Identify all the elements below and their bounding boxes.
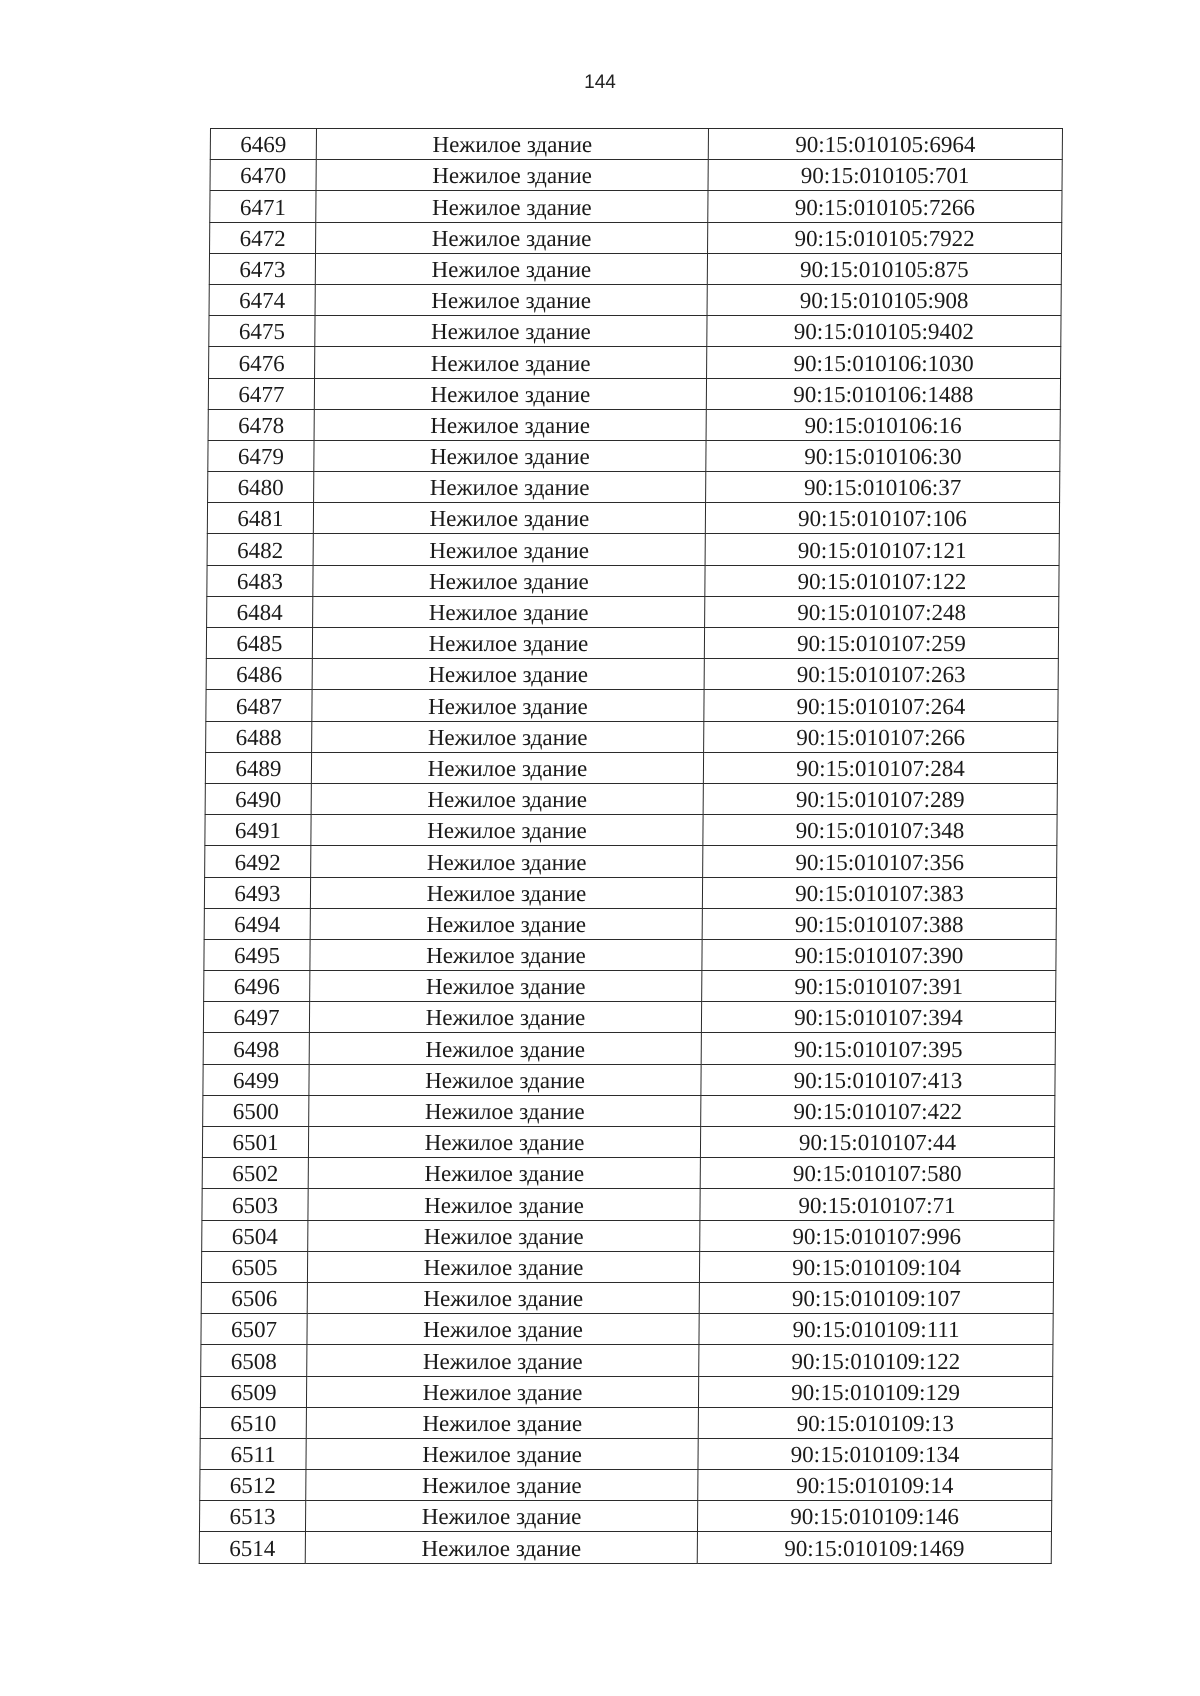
object-type-cell: Нежилое здание bbox=[313, 596, 705, 627]
cadastral-number-cell: 90:15:010106:1030 bbox=[707, 347, 1061, 378]
object-type-cell: Нежилое здание bbox=[307, 1314, 699, 1345]
object-type-cell: Нежилое здание bbox=[307, 1345, 699, 1376]
object-type-cell: Нежилое здание bbox=[312, 659, 704, 690]
table-row bbox=[201, 1314, 1053, 1345]
row-number-cell: 6502 bbox=[202, 1158, 308, 1189]
object-type-cell: Нежилое здание bbox=[306, 1470, 698, 1501]
row-number-cell: 6486 bbox=[206, 659, 312, 690]
cadastral-number-cell: 90:15:010107:391 bbox=[702, 971, 1056, 1002]
table-row bbox=[203, 1064, 1055, 1095]
table-row bbox=[206, 628, 1058, 659]
cadastral-number-cell: 90:15:010109:134 bbox=[698, 1438, 1052, 1469]
cadastral-number-cell: 90:15:010107:264 bbox=[704, 690, 1058, 721]
table-row bbox=[206, 659, 1058, 690]
table-row bbox=[204, 971, 1056, 1002]
object-type-cell: Нежилое здание bbox=[316, 160, 708, 191]
table-row bbox=[202, 1127, 1054, 1158]
object-type-cell: Нежилое здание bbox=[309, 1002, 701, 1033]
object-type-cell: Нежилое здание bbox=[315, 316, 707, 347]
table-row bbox=[200, 1470, 1052, 1501]
cadastral-number-cell: 90:15:010105:7266 bbox=[708, 191, 1062, 222]
cadastral-number-cell: 90:15:010107:44 bbox=[700, 1127, 1054, 1158]
row-number-cell: 6505 bbox=[201, 1251, 307, 1282]
object-type-cell: Нежилое здание bbox=[311, 752, 703, 783]
object-type-cell: Нежилое здание bbox=[311, 815, 703, 846]
table-row bbox=[203, 1033, 1055, 1064]
row-number-cell: 6504 bbox=[202, 1220, 308, 1251]
cadastral-number-cell: 90:15:010109:146 bbox=[697, 1501, 1051, 1532]
cadastral-number-cell: 90:15:010107:383 bbox=[702, 877, 1056, 908]
row-number-cell: 6501 bbox=[202, 1127, 308, 1158]
cadastral-number-cell: 90:15:010105:6964 bbox=[708, 129, 1062, 160]
cadastral-number-cell: 90:15:010105:9402 bbox=[707, 316, 1061, 347]
object-type-cell: Нежилое здание bbox=[310, 939, 702, 970]
cadastral-number-cell: 90:15:010107:356 bbox=[703, 846, 1057, 877]
cadastral-number-cell: 90:15:010106:30 bbox=[706, 440, 1060, 471]
table-row bbox=[205, 815, 1057, 846]
row-number-cell: 6512 bbox=[200, 1470, 306, 1501]
cadastral-number-cell: 90:15:010105:908 bbox=[707, 284, 1061, 315]
object-type-cell: Нежилое здание bbox=[316, 129, 708, 160]
row-number-cell: 6499 bbox=[203, 1064, 309, 1095]
object-type-cell: Нежилое здание bbox=[312, 628, 704, 659]
object-type-cell: Нежилое здание bbox=[308, 1127, 700, 1158]
table-row bbox=[202, 1220, 1054, 1251]
cadastral-number-cell: 90:15:010109:111 bbox=[699, 1314, 1053, 1345]
object-type-cell: Нежилое здание bbox=[306, 1376, 698, 1407]
row-number-cell: 6507 bbox=[201, 1314, 307, 1345]
row-number-cell: 6481 bbox=[207, 503, 313, 534]
cadastral-number-cell: 90:15:010109:13 bbox=[698, 1407, 1052, 1438]
table-row bbox=[210, 222, 1062, 253]
page-number: 144 bbox=[584, 72, 616, 93]
object-type-cell: Нежилое здание bbox=[305, 1501, 697, 1532]
row-number-cell: 6471 bbox=[210, 191, 316, 222]
row-number-cell: 6514 bbox=[199, 1532, 305, 1563]
object-type-cell: Нежилое здание bbox=[307, 1251, 699, 1282]
row-number-cell: 6483 bbox=[207, 565, 313, 596]
row-number-cell: 6472 bbox=[210, 222, 316, 253]
object-type-cell: Нежилое здание bbox=[316, 222, 708, 253]
table-row bbox=[203, 1095, 1055, 1126]
object-type-cell: Нежилое здание bbox=[314, 409, 706, 440]
cadastral-number-cell: 90:15:010107:388 bbox=[702, 908, 1056, 939]
table-row bbox=[208, 472, 1060, 503]
table-row bbox=[204, 939, 1056, 970]
row-number-cell: 6496 bbox=[204, 971, 310, 1002]
table-row bbox=[209, 284, 1061, 315]
row-number-cell: 6503 bbox=[202, 1189, 308, 1220]
cadastral-number-cell: 90:15:010107:580 bbox=[700, 1158, 1054, 1189]
row-number-cell: 6482 bbox=[207, 534, 313, 565]
cadastral-number-cell: 90:15:010109:1469 bbox=[697, 1532, 1051, 1563]
row-number-cell: 6485 bbox=[206, 628, 312, 659]
table-row bbox=[200, 1407, 1052, 1438]
row-number-cell: 6510 bbox=[200, 1407, 306, 1438]
row-number-cell: 6506 bbox=[201, 1282, 307, 1313]
row-number-cell: 6508 bbox=[201, 1345, 307, 1376]
table-row bbox=[207, 596, 1059, 627]
table-row bbox=[206, 721, 1058, 752]
table-row bbox=[204, 877, 1056, 908]
row-number-cell: 6497 bbox=[203, 1002, 309, 1033]
cadastral-number-cell: 90:15:010107:390 bbox=[702, 939, 1056, 970]
row-number-cell: 6484 bbox=[207, 596, 313, 627]
cadastral-number-cell: 90:15:010105:7922 bbox=[708, 222, 1062, 253]
cadastral-number-cell: 90:15:010107:394 bbox=[701, 1002, 1055, 1033]
cadastral-number-cell: 90:15:010107:266 bbox=[704, 721, 1058, 752]
registry-table-wrapper bbox=[199, 128, 1063, 1564]
registry-table-body bbox=[199, 129, 1062, 1564]
cadastral-number-cell: 90:15:010107:106 bbox=[705, 503, 1059, 534]
row-number-cell: 6511 bbox=[200, 1438, 306, 1469]
table-row bbox=[207, 534, 1059, 565]
object-type-cell: Нежилое здание bbox=[314, 378, 706, 409]
table-row bbox=[209, 253, 1061, 284]
row-number-cell: 6509 bbox=[200, 1376, 306, 1407]
table-row bbox=[207, 565, 1059, 596]
table-row bbox=[199, 1532, 1051, 1563]
row-number-cell: 6491 bbox=[205, 815, 311, 846]
object-type-cell: Нежилое здание bbox=[310, 971, 702, 1002]
cadastral-number-cell: 90:15:010106:37 bbox=[706, 472, 1060, 503]
object-type-cell: Нежилое здание bbox=[305, 1532, 697, 1563]
table-row bbox=[203, 1002, 1055, 1033]
cadastral-number-cell: 90:15:010107:422 bbox=[701, 1095, 1055, 1126]
row-number-cell: 6473 bbox=[209, 253, 315, 284]
cadastral-number-cell: 90:15:010109:129 bbox=[698, 1376, 1052, 1407]
table-row bbox=[208, 409, 1060, 440]
row-number-cell: 6477 bbox=[208, 378, 314, 409]
object-type-cell: Нежилое здание bbox=[316, 191, 708, 222]
table-row bbox=[201, 1345, 1053, 1376]
row-number-cell: 6513 bbox=[199, 1501, 305, 1532]
cadastral-number-cell: 90:15:010107:121 bbox=[705, 534, 1059, 565]
table-row bbox=[210, 160, 1062, 191]
object-type-cell: Нежилое здание bbox=[309, 1064, 701, 1095]
object-type-cell: Нежилое здание bbox=[309, 1033, 701, 1064]
table-row bbox=[207, 503, 1059, 534]
cadastral-number-cell: 90:15:010107:284 bbox=[703, 752, 1057, 783]
cadastral-number-cell: 90:15:010107:395 bbox=[701, 1033, 1055, 1064]
object-type-cell: Нежилое здание bbox=[312, 690, 704, 721]
cadastral-number-cell: 90:15:010109:122 bbox=[699, 1345, 1053, 1376]
table-row bbox=[206, 690, 1058, 721]
table-row bbox=[200, 1438, 1052, 1469]
cadastral-number-cell: 90:15:010107:71 bbox=[700, 1189, 1054, 1220]
row-number-cell: 6487 bbox=[206, 690, 312, 721]
object-type-cell: Нежилое здание bbox=[313, 534, 705, 565]
object-type-cell: Нежилое здание bbox=[315, 284, 707, 315]
object-type-cell: Нежилое здание bbox=[313, 565, 705, 596]
object-type-cell: Нежилое здание bbox=[309, 1095, 701, 1126]
row-number-cell: 6474 bbox=[209, 284, 315, 315]
table-row bbox=[202, 1189, 1054, 1220]
object-type-cell: Нежилое здание bbox=[311, 846, 703, 877]
cadastral-number-cell: 90:15:010109:107 bbox=[699, 1282, 1053, 1313]
table-row bbox=[210, 191, 1062, 222]
object-type-cell: Нежилое здание bbox=[315, 347, 707, 378]
cadastral-number-cell: 90:15:010106:16 bbox=[706, 409, 1060, 440]
table-row bbox=[199, 1501, 1051, 1532]
table-row bbox=[210, 129, 1062, 160]
cadastral-number-cell: 90:15:010107:996 bbox=[700, 1220, 1054, 1251]
cadastral-number-cell: 90:15:010105:875 bbox=[707, 253, 1061, 284]
object-type-cell: Нежилое здание bbox=[314, 440, 706, 471]
object-type-cell: Нежилое здание bbox=[308, 1158, 700, 1189]
cadastral-number-cell: 90:15:010107:413 bbox=[701, 1064, 1055, 1095]
row-number-cell: 6492 bbox=[205, 846, 311, 877]
object-type-cell: Нежилое здание bbox=[312, 721, 704, 752]
table-row bbox=[204, 908, 1056, 939]
row-number-cell: 6476 bbox=[209, 347, 315, 378]
table-row bbox=[202, 1158, 1054, 1189]
object-type-cell: Нежилое здание bbox=[306, 1438, 698, 1469]
row-number-cell: 6470 bbox=[210, 160, 316, 191]
cadastral-number-cell: 90:15:010105:701 bbox=[708, 160, 1062, 191]
row-number-cell: 6488 bbox=[206, 721, 312, 752]
table-row bbox=[205, 846, 1057, 877]
row-number-cell: 6490 bbox=[205, 783, 311, 814]
cadastral-number-cell: 90:15:010107:259 bbox=[704, 628, 1058, 659]
cadastral-number-cell: 90:15:010107:289 bbox=[703, 783, 1057, 814]
row-number-cell: 6478 bbox=[208, 409, 314, 440]
table-row bbox=[201, 1251, 1053, 1282]
object-type-cell: Нежилое здание bbox=[307, 1282, 699, 1313]
object-type-cell: Нежилое здание bbox=[313, 503, 705, 534]
cadastral-number-cell: 90:15:010107:248 bbox=[705, 596, 1059, 627]
table-row bbox=[209, 347, 1061, 378]
cadastral-number-cell: 90:15:010107:348 bbox=[703, 815, 1057, 846]
row-number-cell: 6489 bbox=[205, 752, 311, 783]
row-number-cell: 6493 bbox=[204, 877, 310, 908]
object-type-cell: Нежилое здание bbox=[315, 253, 707, 284]
table-row bbox=[208, 378, 1060, 409]
row-number-cell: 6479 bbox=[208, 440, 314, 471]
object-type-cell: Нежилое здание bbox=[310, 908, 702, 939]
table-row bbox=[209, 316, 1061, 347]
row-number-cell: 6475 bbox=[209, 316, 315, 347]
object-type-cell: Нежилое здание bbox=[308, 1189, 700, 1220]
row-number-cell: 6469 bbox=[210, 129, 316, 160]
table-row bbox=[205, 783, 1057, 814]
cadastral-number-cell: 90:15:010106:1488 bbox=[706, 378, 1060, 409]
cadastral-number-cell: 90:15:010109:104 bbox=[699, 1251, 1053, 1282]
row-number-cell: 6494 bbox=[204, 908, 310, 939]
object-type-cell: Нежилое здание bbox=[306, 1407, 698, 1438]
table-row bbox=[208, 440, 1060, 471]
object-type-cell: Нежилое здание bbox=[314, 472, 706, 503]
row-number-cell: 6500 bbox=[203, 1095, 309, 1126]
table-row bbox=[205, 752, 1057, 783]
cadastral-number-cell: 90:15:010107:263 bbox=[704, 659, 1058, 690]
object-type-cell: Нежилое здание bbox=[310, 877, 702, 908]
object-type-cell: Нежилое здание bbox=[311, 783, 703, 814]
registry-table bbox=[199, 128, 1063, 1564]
row-number-cell: 6498 bbox=[203, 1033, 309, 1064]
row-number-cell: 6495 bbox=[204, 939, 310, 970]
cadastral-number-cell: 90:15:010107:122 bbox=[705, 565, 1059, 596]
object-type-cell: Нежилое здание bbox=[308, 1220, 700, 1251]
row-number-cell: 6480 bbox=[208, 472, 314, 503]
table-row bbox=[201, 1282, 1053, 1313]
table-row bbox=[200, 1376, 1052, 1407]
cadastral-number-cell: 90:15:010109:14 bbox=[698, 1470, 1052, 1501]
